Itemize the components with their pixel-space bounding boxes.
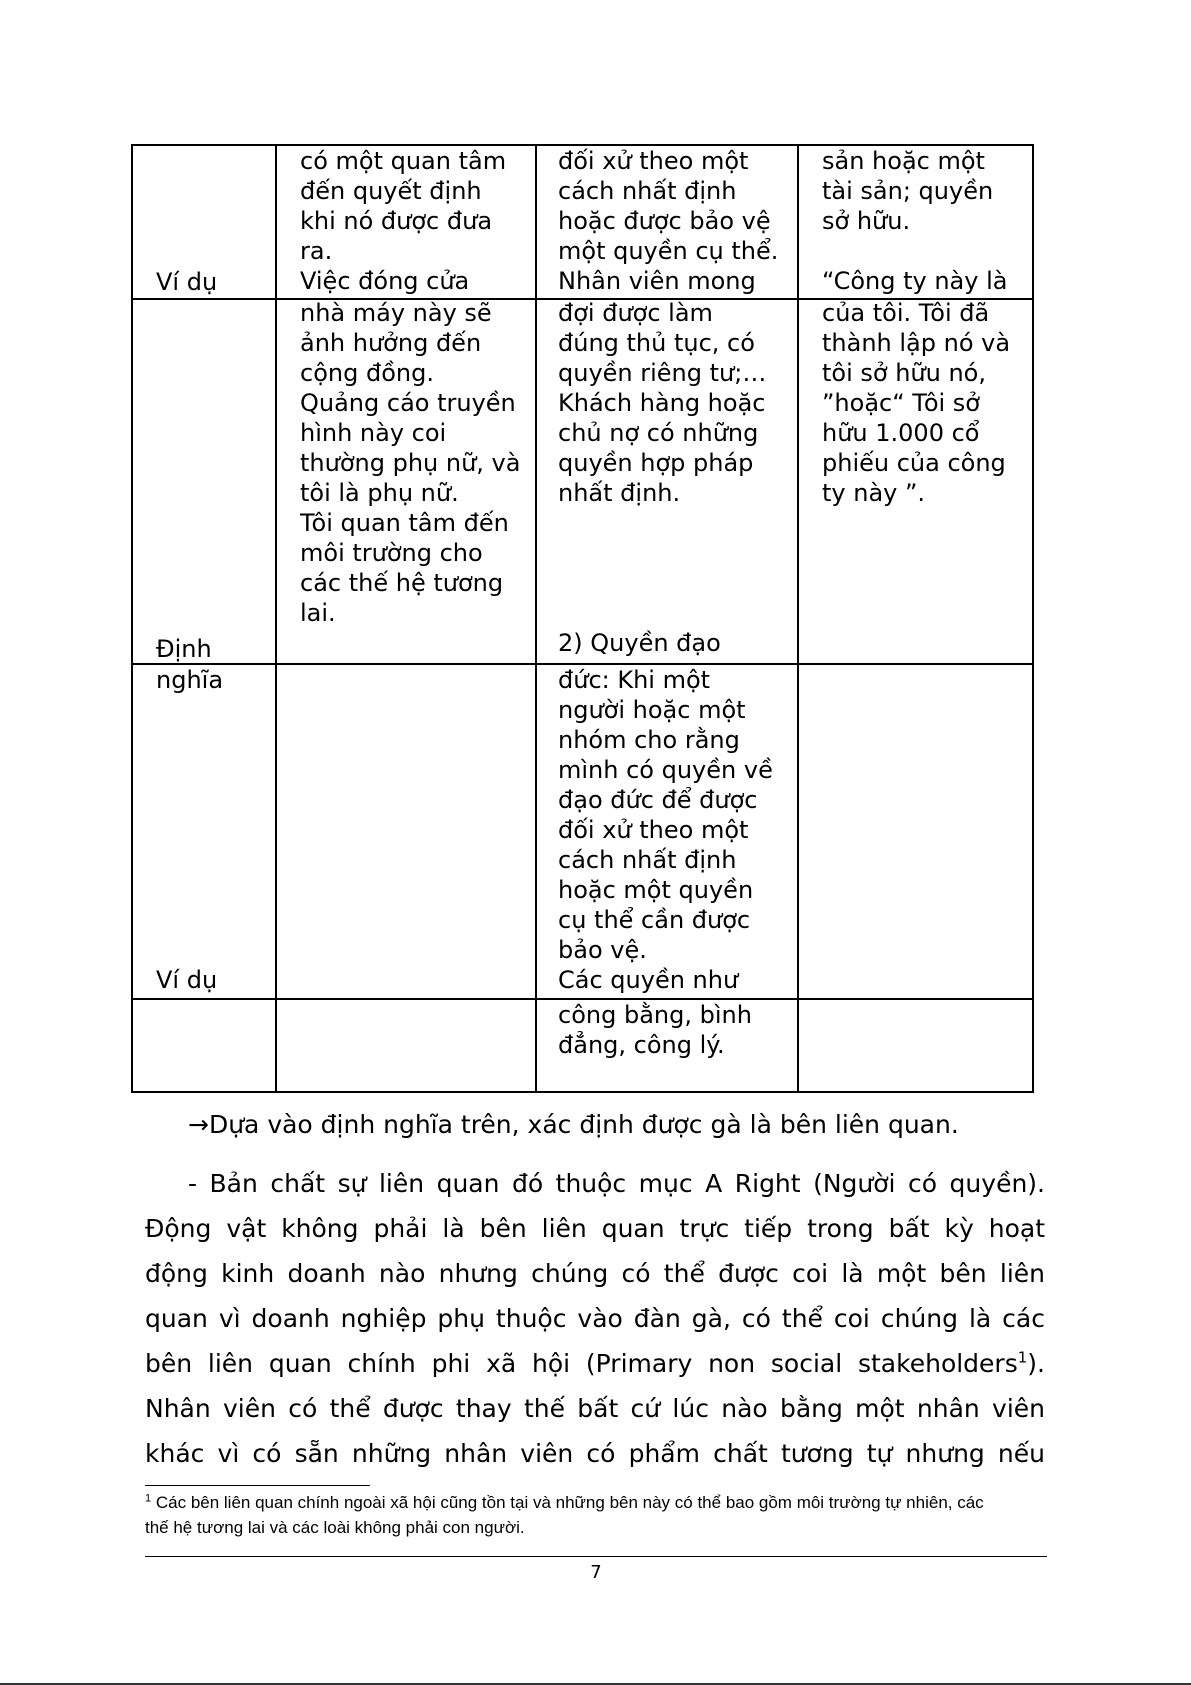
table-cell-label: Ví dụ — [156, 268, 218, 296]
table-cell: sản hoặc một tài sản; quyền sở hữu. “Công ty này là — [822, 147, 1008, 295]
footnote-line: thế hệ tương lai và các loài không phải con người. — [145, 1518, 525, 1537]
table-border-bottom — [132, 1091, 1034, 1093]
footnote-line: $^1$ Các bên liên quan chính ngoài xã hội cũng tồn tại và những bên này có thể bao gồm môi trường tự nhiên, các — [145, 1492, 984, 1512]
table-cell: đức: Khi một người hoặc một nhóm cho rằng mình có quyền về đạo đức để được đối xử theo một cách nhất định hoặc một quyền cụ thể cần được bảo vệ. Các quyền như — [558, 666, 773, 994]
table-cell: đối xử theo một cách nhất định hoặc được bảo vệ một quyền cụ thể. Nhân viên mong — [558, 147, 779, 295]
table-cell: nhà máy này sẽ ảnh hưởng đến cộng đồng. Quảng cáo truyền hình này coi thường phụ nữ, và tôi là phụ nữ. Tôi quan tâm đến môi trường cho các thế hệ tương lai. — [300, 299, 521, 627]
paragraph-line: quan vì doanh nghiệp phụ thuộc vào đàn gà, có thể coi chúng là các — [145, 1304, 1045, 1333]
footnote-separator — [145, 1485, 370, 1486]
footnote-mark: 1 — [145, 1492, 152, 1505]
paragraph-line: bên liên quan chính phi xã hội (Primary non social stakeholders$^1$). — [145, 1348, 1045, 1378]
footnote-reference[interactable]: 1 — [1017, 1348, 1028, 1367]
paragraph-line: khác vì có sẵn những nhân viên có phẩm chất tương tự nhưng nếu — [145, 1439, 1045, 1468]
body-paragraph — [145, 1161, 1045, 1476]
paragraph-line: - Bản chất sự liên quan đó thuộc mục A Right (Người có quyền). — [188, 1169, 1045, 1198]
table-border-left — [131, 144, 133, 1093]
paragraph-line: Nhân viên có thể được thay thế bất cứ lúc nào bằng một nhân viên — [145, 1394, 1045, 1423]
table-cell: đợi được làm đúng thủ tục, có quyền riêng tư;… Khách hàng hoặc chủ nợ có những quyền hợp pháp nhất định. 2) Quyền đạo — [558, 299, 767, 657]
table-cell: công bằng, bình đẳng, công lý. — [558, 1001, 752, 1059]
table-cell: của tôi. Tôi đã thành lập nó và tôi sở hữu nó, ”hoặc“ Tôi sở hữu 1.000 cổ phiếu của công ty này ”. — [822, 299, 1011, 507]
table-cell-label: nghĩa Ví dụ — [156, 666, 224, 994]
paragraph-line: Động vật không phải là bên liên quan trực tiếp trong bất kỳ hoạt — [145, 1214, 1045, 1243]
footnote — [145, 1490, 1045, 1540]
page-number: 7 — [590, 1562, 602, 1583]
table-cell: có một quan tâm đến quyết định khi nó được đưa ra. Việc đóng cửa — [300, 147, 507, 295]
footer-rule — [145, 1556, 1047, 1557]
conclusion-line — [188, 1107, 959, 1143]
table-col-divider — [275, 144, 277, 1093]
table-cell-label: Định — [156, 635, 212, 663]
arrow-icon: → — [188, 1110, 209, 1139]
paragraph-line: động kinh doanh nào nhưng chúng có thể được coi là một bên liên — [145, 1259, 1045, 1288]
conclusion-text: Dựa vào định nghĩa trên, xác định được gà là bên liên quan. — [208, 1110, 959, 1139]
